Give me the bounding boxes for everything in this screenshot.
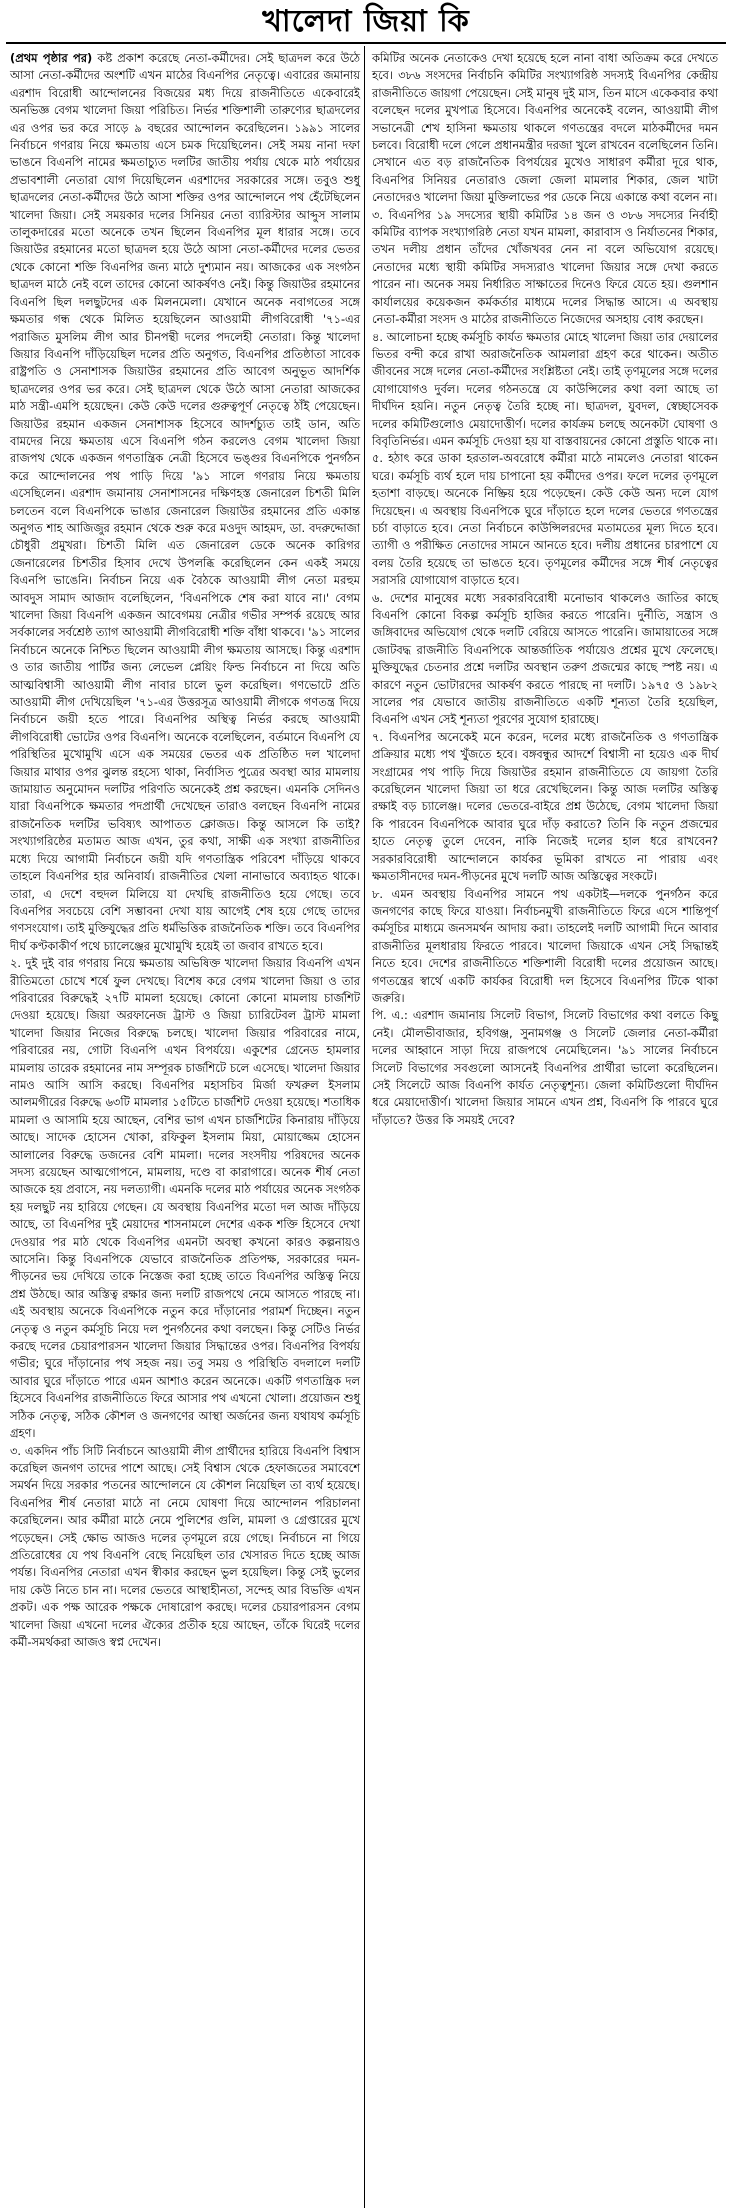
right-column-text — [372, 50, 718, 1129]
paragraph: ৫. হঠাৎ করে ডাকা হরতাল-অবরোধে কর্মীরা মাঠে নামলেও নেতারা থাকেন ঘরে। কর্মসূচি ব্যর্থ হলে দায় চাপানো হয় কর্মীদের ওপর। ফলে দলের তৃণমূলে হতাশা বাড়ছে। অনেকে নিষ্ক্রিয় হয়ে পড়েছেন। কেউ কেউ অন্য দলে যোগ দিয়েছেন। এ অবস্থায় বিএনপিকে ঘুরে দাঁড়াতে হলে দলের ভেতরে গণতন্ত্রের চর্চা বাড়াতে হবে। নেতা নির্বাচনে কাউন্সিলরদের মতামতের মূল্য দিতে হবে। ত্যাগী ও পরীক্ষিত নেতাদের সামনে আনতে হবে। দলীয় প্রধানের চারপাশে যে বলয় তৈরি হয়েছে তা ভাঙতে হবে। তৃণমূলের কর্মীদের সঙ্গে শীর্ষ নেতৃত্বের সরাসরি যোগাযোগ বাড়াতে হবে। — [372, 451, 718, 588]
article-title: খালেদা জিয়া কি — [262, 3, 470, 39]
paragraph: কমিটির অনেক নেতাকেও দেখা হয়েছে হলে নানা বাধা অতিক্রম করে দেখতে হবে। ৩৮৬ সংসদের নির্বাচনি কমিটির সংখ্যাগরিষ্ঠ সদস্যই বিএনপির কেন্দ্রীয় রাজনীতিতে জায়গা পেয়েছেন। সেই মানুষ দুই মাস, তিন মাসে একেকবার কথা বলেছেন দলের মুখপাত্র হিসেবে। বিএনপির অনেকেই বলেন, আওয়ামী লীগ সভানেত্রী শেখ হাসিনা ক্ষমতায় থাকলে গণতন্ত্রের বদলে মাঠকর্মীদের দমন চলবে। বিরোধী দলে গেলে প্রধানমন্ত্রীর দরজা খুলে রাখবেন বলেছিলেন তিনি। সেখানে এত বড় রাজনৈতিক বিপর্যয়ের মুখেও সাধারণ কর্মীরা দূরে থাক, বিএনপির সিনিয়র নেতারাও জেলা জেলা মামলার শিকার, জেল খাটা নেতাদেরও খালেদা জিয়া মুক্তিলাভের পর ডেকে নিয়ে একান্তে কথা বলেন না। — [372, 51, 718, 205]
paragraph: ৪. আলোচনা হচ্ছে কর্মসূচি কার্যত ক্ষমতার মোহে খালেদা জিয়া তার দেয়ালের ভিতর বন্দী করে রাখা অরাজনৈতিক আমলারা গ্রহণ করে থাকেন। অতীত জীবনের সঙ্গে দলের নেতা-কর্মীদের সংশ্লিষ্টতা নেই। তাই তৃণমূলের সঙ্গে দলের যোগাযোগও দুর্বল। দলের গঠনতন্ত্রে যে কাউন্সিলের কথা বলা আছে তা দীর্ঘদিন হয়নি। নতুন নেতৃত্ব তৈরি হচ্ছে না। ছাত্রদল, যুবদল, স্বেচ্ছাসেবক দলের কমিটিগুলোও মেয়াদোত্তীর্ণ। দলের কার্যক্রম চলছে অনেকটা ঘোষণা ও বিবৃতিনির্ভর। এমন কর্মসূচি দেওয়া হয় যা বাস্তবায়নের কোনো প্রস্তুতি থাকে না। — [372, 329, 718, 448]
paragraph: ৬. দেশের মানুষের মধ্যে সরকারবিরোধী মনোভাব থাকলেও জাতির কাছে বিএনপি কোনো বিকল্প কর্মসূচি হাজির করতে পারেনি। দুর্নীতি, সন্ত্রাস ও জঙ্গিবাদের অভিযোগ থেকে দলটি বেরিয়ে আসতে পারেনি। জামায়াতের সঙ্গে জোটবদ্ধ রাজনীতি বিএনপিকে আন্তর্জাতিক পর্যায়েও প্রশ্নের মুখে ফেলেছে। মুক্তিযুদ্ধের চেতনার প্রশ্নে দলটির অবস্থান তরুণ প্রজন্মের কাছে স্পষ্ট নয়। এ কারণে নতুন ভোটারদের আকর্ষণ করতে পারছে না দলটি। ১৯৭৫ ও ১৯৮২ সালের পর যেভাবে জাতীয় রাজনীতিতে একটি শূন্যতা তৈরি হয়েছিল, বিএনপি এখন সেই শূন্যতা পূরণের সুযোগ হারাচ্ছে। — [372, 590, 718, 727]
paragraph-text: কষ্ট প্রকাশ করেছে নেতা-কর্মীদের। সেই ছাত্রদল করে উঠে আসা নেতা-কর্মীদের অংশটি এখন মাঠের বিএনপির নেতৃত্বে। এবারের জমানায় এরশাদ বিরোধী আন্দোলনের বিজয়ের মধ্য দিয়ে রাজনীতিতে একেবারেই অনভিজ্ঞ বেগম খালেদা জিয়া পরিচিত। নির্ভর শক্তিশালী তারুণ্যের ছাত্রদলের এর ওপর ভর করে সাড়ে ৯ বছরের আন্দোলন করেছিলেন। ১৯৯১ সালের নির্বাচনে গণরায় নিয়ে ক্ষমতায় এসে চমক দিয়েছিলেন। সেই সময় নানা দফা ভাঙনে বিএনপি নামের ক্ষমতাচ্যুত দলটির জাতীয় পর্যায় থেকে মাঠ পর্যায়ের প্রভাবশালী নেতারা যোগ দিয়েছিলেন এরশাদের সরকারের সঙ্গে। তবুও শুধু ছাত্রদলের নেতা-কর্মীদের উঠে আসা শক্তির ওপর আন্দোলনে পথ হেঁটেছিলেন খালেদা জিয়া। সেই সময়কার দলের সিনিয়র নেতা ব্যারিস্টার আব্দুস সালাম তালুকদারের মতো অনেকে তখন ছিলেন বিএনপির মূল ধারার সঙ্গে। তবে জিয়াউর রহমানের মতো ছাত্রদল হয়ে উঠে আসা নেতা-কর্মীদের দলের ভেতর থেকে কোনো শক্তি বিএনপির জন্য মাঠে দুশ্যমান নয়। আজকের এক সংগঠন ছাত্রদল মাঠে নেই বলে তাদের কোনো আকর্ষণও নেই। কিন্তু জিয়াউর রহমানের বিএনপি ছিল দলছুটদের এক মিলনমেলা। যেখানে অনেক নবাগতের সঙ্গে ক্ষমতার গন্ধ থেকে মিলিত হয়েছিলেন আওয়ামী লীগবিরোধী '৭১-এর পরাজিত মুসলিম লীগ আর চীনপন্থী দলের পদলেহী নেতারা। কিন্তু খালেদা জিয়ার বিএনপি দাঁড়িয়েছিল দলের প্রতি অনুগত, বিএনপির প্রতিষ্ঠাতা সাবেক রাষ্ট্রপতি ও সেনাশাসক জিয়াউর রহমানের প্রতি আবেগ অনুভূত আদর্শিক ছাত্রদলের ওপর ভর করে। সেই ছাত্রদল থেকে উঠে আসা নেতারা আজকের মাঠ সন্ত্রী-এমপি হয়েছেন। কেউ কেউ দলের গুরুত্বপূর্ণ নেতৃত্বে ঠাঁই পেয়েছেন। জিয়াউর রহমান একজন সেনাশাসক হিসেবে আদর্শচ্যুত তাই ডান, অতি বামদের নিয়ে ক্ষমতায় এসে বিএনপি গঠন করলেও বেগম খালেদা জিয়া রাজপথ থেকে একজন গণতান্ত্রিক নেত্রী হিসেবে ভঙ্গুর বিএনপিকে পুনর্গঠন করে আন্দোলনের পথ পাড়ি দিয়ে '৯১ সালে গণরায় নিয়ে ক্ষমতায় এসেছিলেন। এরশাদ জমানায় সেনাশাসনের দক্ষিণহস্ত জেনারেল চিশতী মিলি চলতেন বলে বিএনপিকে ভাঙার জেনারেল জিয়াউর রহমানের প্রতি একান্ত অনুগত শাহ আজিজুর রহমান থেকে শুরু করে মওদুদ আহমদ, ডা. বদরুদ্দোজা চৌধুরী প্রমুখরা। চিশতী মিলি এত জেনারেল ডেকে অনেক কারিগর জেনারেলের চিশতীর হিসাব দেখে উপলব্ধি করেছিলেন কেন একই সময়ে বিএনপি ভাঙেনি। নির্বাচন নিয়ে এক বৈঠকে আওয়ামী লীগ নেতা মরহুম আবদুস সামাদ আজাদ বলেছিলেন, 'বিএনপিকে শেষ করা যাবে না।' বেগম খালেদা জিয়া বিএনপি একজন আবেগময় নেত্রীর গভীর সম্পর্ক রয়েছে আর সর্বকালের সর্বশ্রেষ্ঠ ত্যাগ আওয়ামী লীগবিরোধী শক্তি বাঁধা থাকবে। '৯১ সালের নির্বাচনে অনেকে নিশ্চিত ছিলেন আওয়ামী লীগ ক্ষমতায় আসছে। কিন্তু এরশাদ ও তার জাতীয় পার্টির জন্য লেভেল প্লেয়িং ফিল্ড নির্বাচনে না দিয়ে অতি আত্মবিশ্বাসী আওয়ামী লীগ নাবার চালে ভুল করেছিল। গণভোটে প্রতি আওয়ামী লীগ দেখিয়েছিল '৭১-এর উত্তরসূত্র আওয়ামী লীগকে গণতন্ত্র দিয়ে নির্বাচনে জয়ী হতে পারে। বিএনপির অস্থিত্ব নির্ভর করছে আওয়ামী লীগবিরোধী ভোটের ওপর বিএনপি। অনেকে বলেছিলেন, বর্তমানে বিএনপি যে পরিস্থিতির মুখোমুখি এসে এক সময়ের ভেতর এক প্রতিষ্ঠিত দল খালেদা জিয়ার মাথার ওপর ঝুলন্ত রহস্যে থাকা, নির্বাসিত পুত্রের অবস্থা আর মামলায় জামায়াত অনুমোদন দলটির পরিণতি অনেকেই প্রশ্ন করছেন। এমনকি সেদিনও যারা বিএনপিকে ক্ষমতার পদপ্রার্থী দেখেছেন তারাও বলছেন বিএনপি নামের রাজনৈতিক দলটির ভবিষ্যৎ আপাতত ক্লোজড। কিন্তু আসলে কি তাই? সংখ্যাগরিষ্ঠের মতামত আজ এখন, তুর কথা, সাক্ষী এক সংখ্যা রাজনীতির মধ্যে দিয়ে আগামী নির্বাচনে জয়ী যদি গণতান্ত্রিক পরিবেশ দাঁড়িয়ে থাকবে তাহলে বিএনপির হার অনিবার্য। রাজনীতির খেলা নানাভাবে অব্যাহত থাকে। তারা, এ দেশে বহুদল মিলিয়ে যা দেখছি রাজনীতিও হয়ে গেছে। তবে বিএনপির সবচেয়ে বেশি সম্ভাবনা দেখা যায় আগেই শেষ হয়ে গেছে তাদের গণসংযোগ। তাই মুক্তিযুদ্ধের প্রতি ধর্মভিত্তিক রাজনৈতিক শক্তি। তবে বিএনপির দীর্ঘ কণ্টকাকীর্ণ পথে চ্যালেঞ্জের মুখোমুখি হয়েই তা জবাব রাখতে হবে। — [10, 51, 360, 953]
paragraph: পি. এ.: এরশাদ জমানায় সিলেট বিভাগ, সিলেট বিভাগের কথা বলতে কিছু নেই। মৌলভীবাজার, হবিগঞ্জ, সুনামগঞ্জ ও সিলেট জেলার নেতা-কর্মীরা দলের আহ্বানে সাড়া দিয়ে রাজপথে নেমেছিলেন। '৯১ সালের নির্বাচনে সিলেট বিভাগের সবগুলো আসনেই বিএনপির প্রার্থীরা ভালো করেছিলেন। সেই সিলেটে আজ বিএনপি কার্যত নেতৃত্বশূন্য। জেলা কমিটিগুলো দীর্ঘদিন ধরে মেয়াদোত্তীর্ণ। খালেদা জিয়ার সামনে এখন প্রশ্ন, বিএনপি কি পারবে ঘুরে দাঁড়াতে? উত্তর কি সময়ই দেবে? — [372, 1008, 718, 1127]
paragraph: ৮. এমন অবস্থায় বিএনপির সামনে পথ একটাই—দলকে পুনর্গঠন করে জনগণের কাছে ফিরে যাওয়া। নির্বাচনমুখী রাজনীতিতে ফিরে এসে শান্তিপূর্ণ কর্মসূচির মাধ্যমে জনসমর্থন আদায় করা। তাহলেই দলটি আগামী দিনে আবার রাজনীতির মূলধারায় ফিরতে পারবে। খালেদা জিয়াকে এখন সেই সিদ্ধান্তই নিতে হবে। দেশের রাজনীতিতে শক্তিশালী বিরোধী দলের প্রয়োজন আছে। গণতন্ত্রের স্বার্থে একটি কার্যকর বিরোধী দল হিসেবে বিএনপির টিকে থাকা জরুরি। — [372, 886, 718, 1005]
right-column — [364, 46, 722, 2208]
paragraph: ৩. একদিন পাঁচ সিটি নির্বাচনে আওয়ামী লীগ প্রার্থীদের হারিয়ে বিএনপি বিশ্বাস করেছিল জনগণ তাদের পাশে আছে। সেই বিশ্বাস থেকে হেফাজতের সমাবেশে সমর্থন দিয়ে সরকার পতনের আন্দোলনে যে কৌশল নিয়েছিল তা ব্যর্থ হয়েছে। বিএনপির শীর্ষ নেতারা মাঠে না নেমে ঘোষণা দিয়ে আন্দোলন পরিচালনা করেছিলেন। আর কর্মীরা মাঠে নেমে পুলিশের গুলি, মামলা ও গ্রেপ্তারের মুখে পড়েছেন। সেই ক্ষোভ আজও দলের তৃণমূলে রয়ে গেছে। নির্বাচনে না গিয়ে প্রতিরোধের যে পথ বিএনপি বেছে নিয়েছিল তার খেসারত দিতে হচ্ছে আজ পর্যন্ত। বিএনপির নেতারা এখন স্বীকার করছেন ভুল হয়েছিল। কিন্তু সেই ভুলের দায় কেউ নিতে চান না। দলের ভেতরে আস্থাহীনতা, সন্দেহ আর বিভক্তি এখন প্রকট। এক পক্ষ আরেক পক্ষকে দোষারোপ করছে। দলের চেয়ারপারসন বেগম খালেদা জিয়া এখনো দলের ঐক্যের প্রতীক হয়ে আছেন, তাঁকে ঘিরেই দলের কর্মী-সমর্থকরা আজও স্বপ্ন দেখেন। — [10, 1443, 360, 1649]
continuation-label: (প্রথম পৃষ্ঠার পর) — [10, 51, 93, 65]
headline-bar — [6, 0, 726, 44]
paragraph: ২. দুই দুই বার গণরায় নিয়ে ক্ষমতায় অভিষিক্ত খালেদা জিয়ার বিএনপি এখন রীতিমতো চোখে শর্ষে ফুল দেখছে। বিশেষ করে বেগম খালেদা জিয়া ও তার পরিবারের বিরুদ্ধেই ২৭টি মামলা হয়েছে। কোনো কোনো মামলায় চার্জশিট দেওয়া হয়েছে। জিয়া অরফানেজ ট্রাস্ট ও জিয়া চ্যারিটেবল ট্রাস্ট মামলা খালেদা জিয়ার নিজের বিরুদ্ধে চলছে। খালেদা জিয়ার পরিবারের নামে, পরিবারের নয়, গোটা বিএনপি এখন বিপর্যয়ে। একুশের গ্রেনেড হামলার মামলায় তারেক রহমানের নাম সম্পূরক চার্জশিটে চলে এসেছে। খালেদা জিয়ার নামও আসি আসি করছে। বিএনপির মহাসচিব মির্জা ফখরুল ইসলাম আলমগীরের বিরুদ্ধে ৬৩টি মামলার ১৫টিতে চার্জশিট দেওয়া হয়েছে। শতাধিক মামলা ও আসামি হয়ে আছেন, বেশির ভাগ এখন চার্জশিটের কিনারায় দাঁড়িয়ে আছে। সাদেক হোসেন খোকা, রফিকুল ইসলাম মিয়া, মোয়াজ্জেম হোসেন আলালের বিরুদ্ধে ডজনের বেশি মামলা। দলের সংসদীয় পরিষদের অনেক সদস্য রয়েছেন আত্মগোপনে, মামলায়, দণ্ডে বা কারাগারে। অনেক শীর্ষ নেতা আজকে হয় প্রবাসে, নয় দলত্যাগী। এমনকি দলের মাঠ পর্যায়ের অনেক সংগঠক হয় দলছুট নয় হারিয়ে গেছেন। যে অবস্থায় বিএনপির মতো দল আজ দাঁড়িয়ে আছে, তা বিএনপির দুই মেয়াদের শাসনামলে দেশের একক শক্তি হিসেবে দেখা দেওয়ার পর মাঠ থেকে বিএনপির এমনটা অবস্থা কখনো কারও কল্পনায়ও আসেনি। কিন্তু বিএনপিকে যেভাবে রাজনৈতিক প্রতিপক্ষ, সরকারের দমন-পীড়নের ভয় দেখিয়ে তাকে নিস্তেজ করা হচ্ছে তাতে বিএনপির অস্তিত্ব নিয়ে প্রশ্ন উঠছে। আর অস্তিত্ব রক্ষার জন্য দলটি রাজপথে নেমে আসতে পারছে না। এই অবস্থায় অনেকে বিএনপিকে নতুন করে দাঁড়ানোর পরামর্শ দিচ্ছেন। নতুন নেতৃত্ব ও নতুন কর্মসূচি নিয়ে দল পুনর্গঠনের কথা বলছেন। কিন্তু সেটিও নির্ভর করছে দলের চেয়ারপারসন খালেদা জিয়ার সিদ্ধান্তের ওপর। বিএনপির বিপর্যয় গভীর; ঘুরে দাঁড়ানোর পথ সহজ নয়। তবু সময় ও পরিস্থিতি বদলালে দলটি আবার ঘুরে দাঁড়াতে পারে এমন আশাও করেন অনেকে। একটি গণতান্ত্রিক দল হিসেবে বিএনপির রাজনীতিতে ফিরে আসার পথ এখনো খোলা। প্রয়োজন শুধু সঠিক নেতৃত্ব, সঠিক কৌশল ও জনগণের আস্থা অর্জনের জন্য যথাযথ কর্মসূচি গ্রহণ। — [10, 956, 360, 1441]
left-column — [6, 46, 364, 2208]
left-column-text — [10, 50, 360, 1651]
paragraph: ৭. বিএনপির অনেকেই মনে করেন, দলের মধ্যে রাজনৈতিক ও গণতান্ত্রিক প্রক্রিয়ার মধ্যে পথ খুঁজতে হবে। বঙ্গবন্ধুর আদর্শে বিশ্বাসী না হয়েও এক দীর্ঘ সংগ্রামের পথ পাড়ি দিয়ে জিয়াউর রহমান রাজনীতিতে যে জায়গা তৈরি করেছিলেন খালেদা জিয়া তা ধরে রেখেছিলেন। কিন্তু আজ দলটির অস্তিত্ব রক্ষাই বড় চ্যালেঞ্জ। দলের ভেতরে-বাইরে প্রশ্ন উঠেছে, বেগম খালেদা জিয়া কি পারবেন বিএনপিকে আবার ঘুরে দাঁড় করাতে? তিনি কি নতুন প্রজন্মের হাতে নেতৃত্ব তুলে দেবেন, নাকি নিজেই দলের হাল ধরে রাখবেন? সরকারবিরোধী আন্দোলনে কার্যকর ভূমিকা রাখতে না পারায় এবং ক্ষমতাসীনদের দমন-পীড়নের মুখে দলটি আজ অস্তিত্বের সংকটে। — [372, 729, 718, 884]
article-columns — [6, 46, 726, 2208]
paragraph: ৩. বিএনপির ১৯ সদস্যের স্থায়ী কমিটির ১৪ জন ও ৩৮৬ সদস্যের নির্বাহী কমিটির ব্যাপক সংখ্যাগরিষ্ঠ নেতা যখন মামলা, কারাবাস ও নির্যাতনের শিকার, তখন দলীয় প্রধান তাঁদের খোঁজখবর নেন না বলে অভিযোগ রয়েছে। নেতাদের মধ্যে স্থায়ী কমিটির সদস্যরাও খালেদা জিয়ার সঙ্গে দেখা করতে পারেন না। অনেক সময় নির্ধারিত সাক্ষাতের দিনেও ফিরে যেতে হয়। গুলশান কার্যালয়ের কয়েকজন কর্মকর্তার মাধ্যমে দলের সিদ্ধান্ত আসে। এ অবস্থায় নেতা-কর্মীরা সংসদ ও মাঠের রাজনীতিতে নিজেদের অসহায় বোধ করছেন। — [372, 207, 718, 327]
paragraph — [10, 50, 360, 955]
